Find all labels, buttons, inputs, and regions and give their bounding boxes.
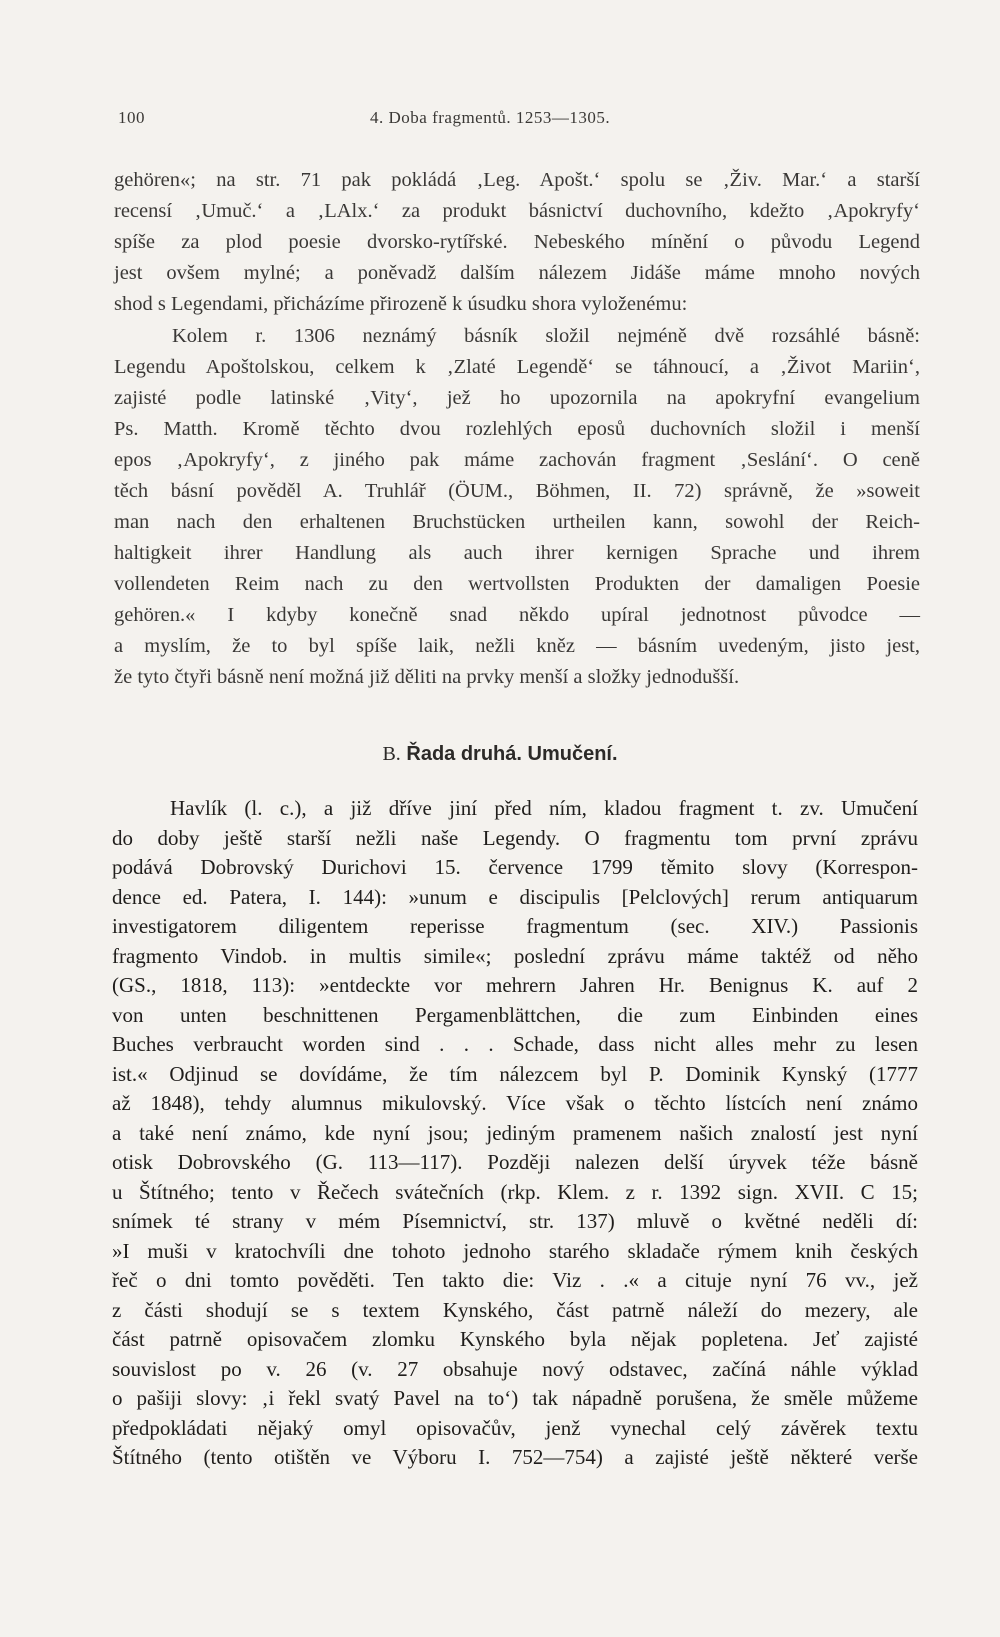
paragraph-2 xyxy=(114,321,920,693)
text-line: shod s Legendami, přicházíme přirozeně k úsudku shora vyloženému: xyxy=(114,293,688,315)
text-line: část patrně opisovačem zlomku Kynského byla nějak popletena. Jeť zajisté xyxy=(112,1327,918,1351)
page-number: 100 xyxy=(118,108,145,127)
text-line: gehören.« I kdyby konečně snad někdo upíral jednotnost původce — xyxy=(114,604,920,626)
text-line: man nach den erhaltenen Bruchstücken urtheilen kann, sowohl der Reich- xyxy=(114,511,920,533)
text-line: až 1848), tehdy alumnus mikulovský. Více však o těchto lístcích není známo xyxy=(112,1091,918,1115)
text-line: souvislost po v. 26 (v. 27 obsahuje nový odstavec, začíná náhle výklad xyxy=(112,1356,918,1381)
text-line: těch básní pověděl A. Truhlář (ÖUM., Böhmen, II. 72) správně, že »soweit xyxy=(114,480,920,502)
text-line: investigatorem diligentem reperisse fragmentum (sec. XIV.) Passionis xyxy=(112,914,918,938)
text-line: »I muši v kratochvíli dne tohoto jednoho starého skladače rýmem knih českých xyxy=(112,1238,918,1263)
text-line: snímek té strany v mém Písemnictví, str. 137) mluvě o květné neděli dí: xyxy=(112,1209,918,1233)
text-line: Kolem r. 1306 neznámý básník složil nejméně dvě rozsáhlé básně: xyxy=(172,325,920,347)
text-line: jest ovšem mylné; a poněvadž dalším nálezem Jidáše máme mnoho nových xyxy=(114,262,920,284)
text-line: že tyto čtyři básně není možná již děliti na prvky menší a složky jednodušší. xyxy=(114,666,740,688)
text-line: Legendu Apoštolskou, celkem k ‚Zlaté Legendě‘ se táhnoucí, a ‚Život Mariin‘, xyxy=(114,356,920,378)
section-title: Řada druhá. Umučení. xyxy=(406,743,618,765)
section-letter: B. xyxy=(382,743,401,765)
text-line: Ps. Matth. Kromě těchto dvou rozlehlých eposů duchovních složil i menší xyxy=(114,418,920,440)
text-line: Štítného (tento otištěn ve Výboru I. 752—754) a zajisté ještě některé verše xyxy=(112,1445,918,1469)
text-line: o pašiji slovy: ‚i řekl svatý Pavel na to‘) tak nápadně porušena, že směle můžeme xyxy=(112,1386,918,1410)
text-line: epos ‚Apokryfy‘, z jiného pak máme zachován fragment ‚Seslání‘. O ceně xyxy=(114,449,920,471)
text-line: a také není známo, kde nyní jsou; jediným pramenem našich znalostí jest nyní xyxy=(112,1120,918,1145)
text-line: podává Dobrovský Durichovi 15. července 1799 těmito slovy (Korrespon- xyxy=(112,855,918,879)
text-line: Havlík (l. c.), a již dříve jiní před ním, kladou fragment t. zv. Umučení xyxy=(170,796,918,820)
text-line: z části shodují se s textem Kynského, část patrně náleží do mezery, ale xyxy=(112,1297,918,1322)
text-line: spíše za plod poesie dvorsko-rytířské. Nebeského mínění o původu Legend xyxy=(114,231,920,253)
text-line: gehören«; na str. 71 pak pokládá ‚Leg. Apošt.‘ spolu se ‚Živ. Mar.‘ a starší xyxy=(114,169,920,191)
text-line: von unten beschnittenen Pergamenblättchen, die zum Einbinden eines xyxy=(112,1002,918,1027)
text-line: u Štítného; tento v Řečech svátečních (rkp. Klem. z r. 1392 sign. XVII. C 15; xyxy=(112,1179,918,1204)
running-head-title: 4. Doba fragmentů. 1253—1305. xyxy=(370,108,611,127)
text-line: Buches verbraucht worden sind . . . Schade, dass nicht alles mehr zu lesen xyxy=(112,1032,918,1056)
text-line: zajisté podle latinské ‚Vity‘, jež ho upozornila na apokryfní evangelium xyxy=(114,387,920,409)
section-heading xyxy=(0,743,1000,766)
text-line: řeč o dni tomto pověděti. Ten takto die: Viz . .« a cituje nyní 76 vv., jež xyxy=(112,1268,918,1292)
text-line: (GS., 1818, 113): »entdeckte vor mehrern Jahren Hr. Benignus K. auf 2 xyxy=(112,973,918,997)
text-line: recensí ‚Umuč.‘ a ‚LAlx.‘ za produkt básnictví duchovního, kdežto ‚Apokryfy‘ xyxy=(114,200,920,222)
text-line: dence ed. Patera, I. 144): »unum e discipulis [Pelclových] rerum antiquarum xyxy=(112,884,918,909)
text-line: a myslím, že to byl spíše laik, nežli kněz — básním uvedeným, jisto jest, xyxy=(114,635,920,657)
text-line: ist.« Odjinud se dovídáme, že tím nálezcem byl P. Dominik Kynský (1777 xyxy=(112,1061,918,1086)
text-line: haltigkeit ihrer Handlung als auch ihrer kernigen Sprache und ihrem xyxy=(114,542,920,564)
text-line: do doby ještě starší nežli naše Legendy. O fragmentu tom první zprávu xyxy=(112,825,918,850)
text-line: otisk Dobrovského (G. 113—117). Později nalezen delší úryvek téže básně xyxy=(112,1150,918,1174)
text-line: fragmento Vindob. in multis simile«; poslední zprávu máme taktéž od něho xyxy=(112,943,918,968)
paragraph-1 xyxy=(114,165,920,320)
text-line: předpokládati nějaký omyl opisovačův, jenž vynechal celý závěrek textu xyxy=(112,1415,918,1440)
text-line: vollendeten Reim nach zu den wertvollsten Produkten der damaligen Poesie xyxy=(114,573,920,595)
paragraph-3 xyxy=(112,794,918,1473)
